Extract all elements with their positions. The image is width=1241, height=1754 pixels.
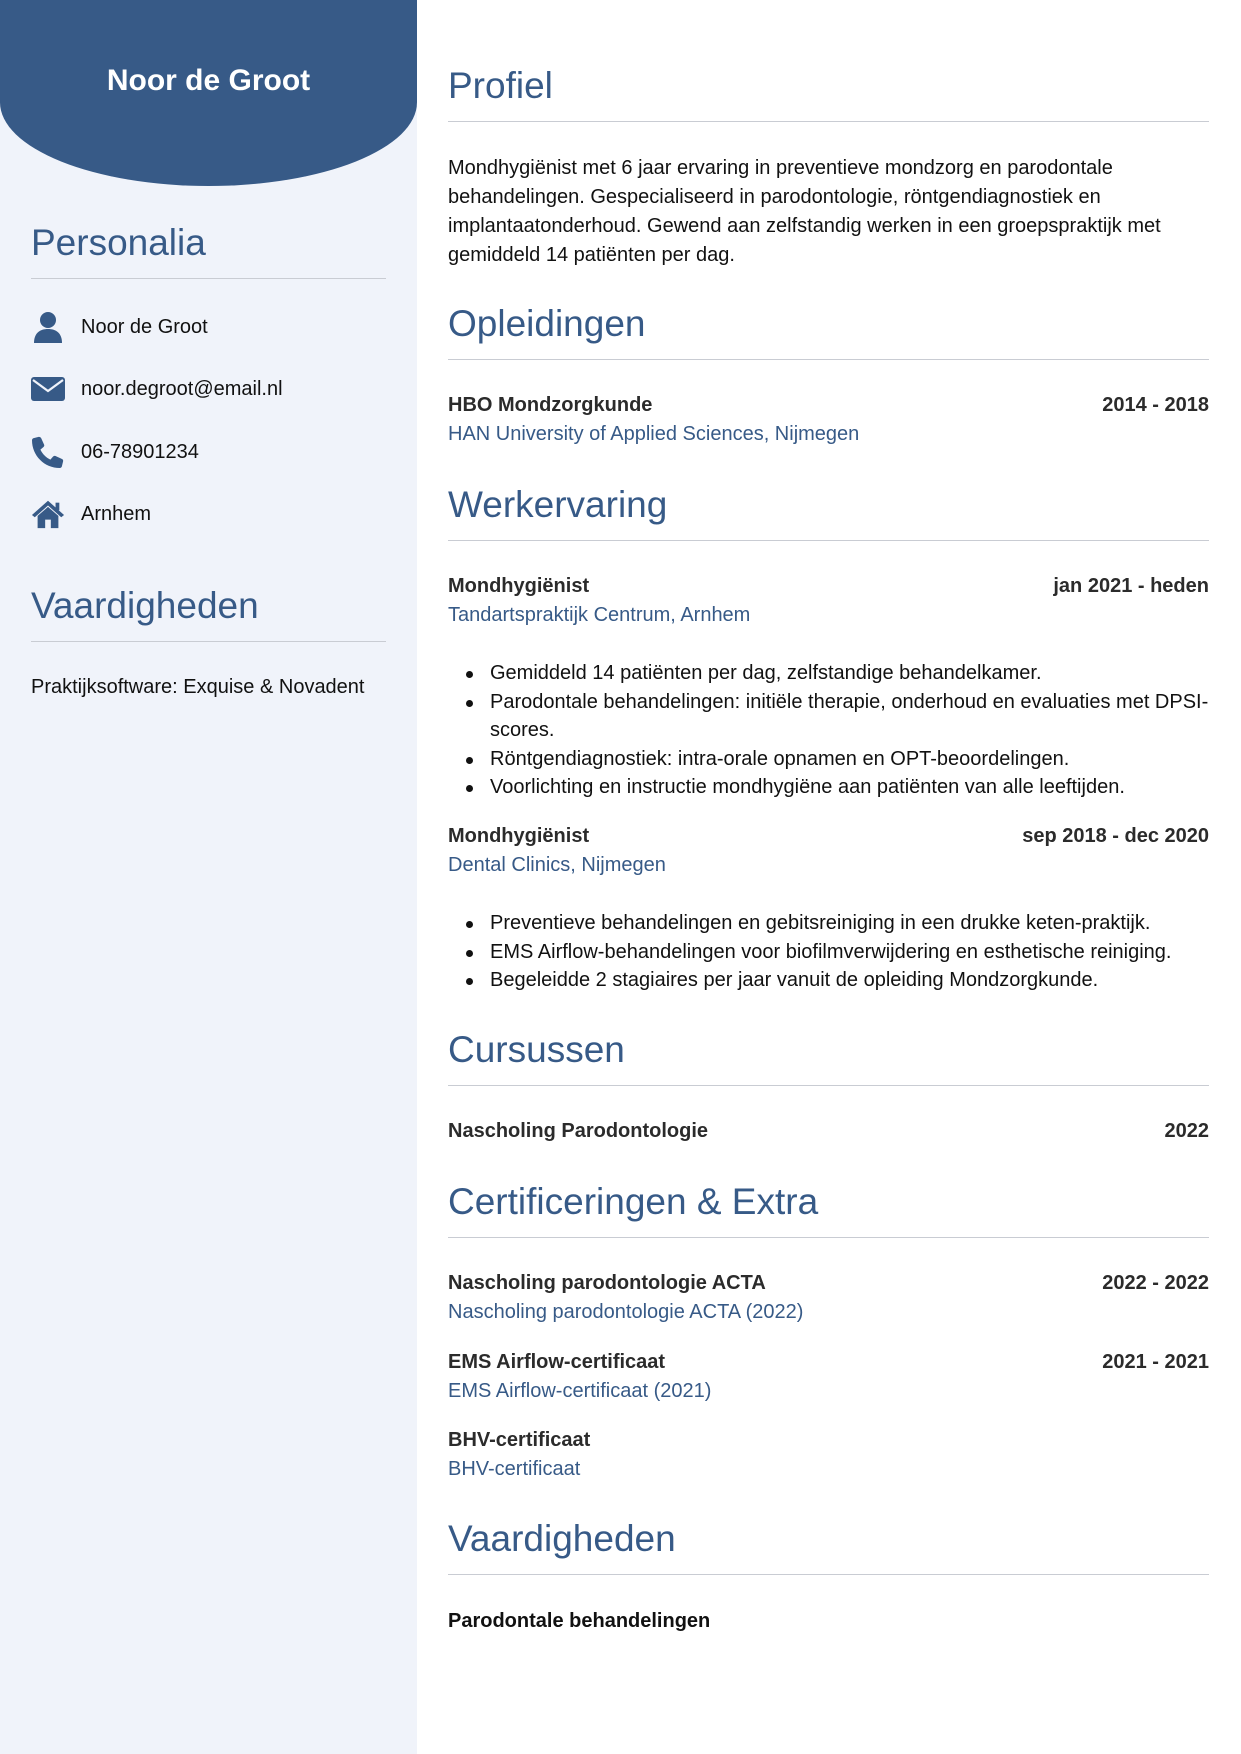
phone-icon (31, 435, 65, 469)
job-bullet: Begeleidde 2 stagiaires per jaar vanuit de opleiding Mondzorgkunde. (448, 966, 1209, 995)
certificate-date: 2021 - 2021 (1102, 1351, 1209, 1373)
education-entry-header (448, 394, 1209, 417)
certificate-detail: Nascholing parodontologie ACTA (2022) (448, 1301, 804, 1323)
experience-heading: Werkervaring (448, 484, 1209, 541)
sidebar (0, 0, 417, 1754)
certificate-detail: BHV-certificaat (448, 1458, 581, 1480)
contact-name-row (31, 309, 391, 345)
profile-heading: Profiel (448, 65, 1209, 122)
job-bullet: Voorlichting en instructie mondhygiëne aan patiënten van alle leeftijden. (448, 773, 1209, 802)
job-employer: Dental Clinics, Nijmegen (448, 854, 666, 876)
profile-text: Mondhygiënist met 6 jaar ervaring in preventieve mondzorg en parodontale behandelingen. Gespecialiseerd in parodontologie, röntgendiagnostiek en implantaatonderhoud. Gewend aan zelfstandig werken in een groepspraktijk met gemiddeld 14 patiënten per dag. (448, 157, 1161, 266)
contact-email[interactable]: noor.degroot@email.nl (81, 377, 283, 400)
job-bullet-list (448, 659, 1209, 802)
job-bullet: Parodontale behandelingen: initiële therapie, onderhoud en evaluaties met DPSI-scores. (448, 688, 1209, 745)
job-entry-header (448, 575, 1209, 598)
envelope-icon (31, 372, 65, 406)
courses-heading: Cursussen (448, 1029, 1209, 1086)
certificate-entry-header (448, 1429, 1209, 1452)
sidebar-skill-item: Praktijksoftware: Exquise & Novadent (31, 676, 365, 698)
home-icon (31, 497, 65, 531)
certificate-title: BHV-certificaat (448, 1429, 591, 1451)
job-date: jan 2021 - heden (1053, 575, 1209, 597)
sidebar-skills-heading: Vaardigheden (31, 585, 386, 642)
sidebar-name: Noor de Groot (106, 64, 311, 97)
job-employer: Tandartspraktijk Centrum, Arnhem (448, 604, 751, 626)
education-institution: HAN University of Applied Sciences, Nijmegen (448, 423, 860, 445)
certificate-entry-header (448, 1351, 1209, 1374)
education-date: 2014 - 2018 (1102, 394, 1209, 416)
job-entry-header (448, 825, 1209, 848)
certificate-date: 2022 - 2022 (1102, 1272, 1209, 1294)
course-date: 2022 (1164, 1120, 1209, 1142)
certifications-heading: Certificeringen & Extra (448, 1181, 1209, 1238)
job-bullet: Röntgendiagnostiek: intra-orale opnamen en OPT-beoordelingen. (448, 745, 1209, 774)
contact-email-row[interactable] (31, 371, 391, 407)
contact-city-row (31, 496, 391, 532)
job-bullet: EMS Airflow-behandelingen voor biofilmverwijdering en esthetische reiniging. (448, 938, 1209, 967)
certificate-detail: EMS Airflow-certificaat (2021) (448, 1380, 712, 1402)
contact-name: Noor de Groot (81, 315, 208, 338)
job-bullet: Preventieve behandelingen en gebitsreiniging in een drukke keten-praktijk. (448, 909, 1209, 938)
skills-heading: Vaardigheden (448, 1518, 1209, 1575)
job-bullet: Gemiddeld 14 patiënten per dag, zelfstandige behandelkamer. (448, 659, 1209, 688)
education-title: HBO Mondzorgkunde (448, 394, 653, 416)
certificate-entry-header (448, 1272, 1209, 1295)
job-title: Mondhygiënist (448, 825, 590, 847)
skill-item: Parodontale behandelingen (448, 1610, 711, 1632)
person-icon (31, 310, 65, 344)
contact-phone[interactable]: 06-78901234 (81, 440, 199, 463)
certificate-title: EMS Airflow-certificaat (448, 1351, 666, 1373)
contact-city: Arnhem (81, 502, 152, 525)
personalia-heading: Personalia (31, 222, 386, 279)
job-title: Mondhygiënist (448, 575, 590, 597)
job-bullet-list (448, 909, 1209, 995)
course-title: Nascholing Parodontologie (448, 1120, 709, 1142)
education-heading: Opleidingen (448, 303, 1209, 360)
contact-phone-row[interactable] (31, 434, 391, 470)
job-date: sep 2018 - dec 2020 (1022, 825, 1209, 847)
course-entry (448, 1120, 1209, 1143)
certificate-title: Nascholing parodontologie ACTA (448, 1272, 766, 1294)
